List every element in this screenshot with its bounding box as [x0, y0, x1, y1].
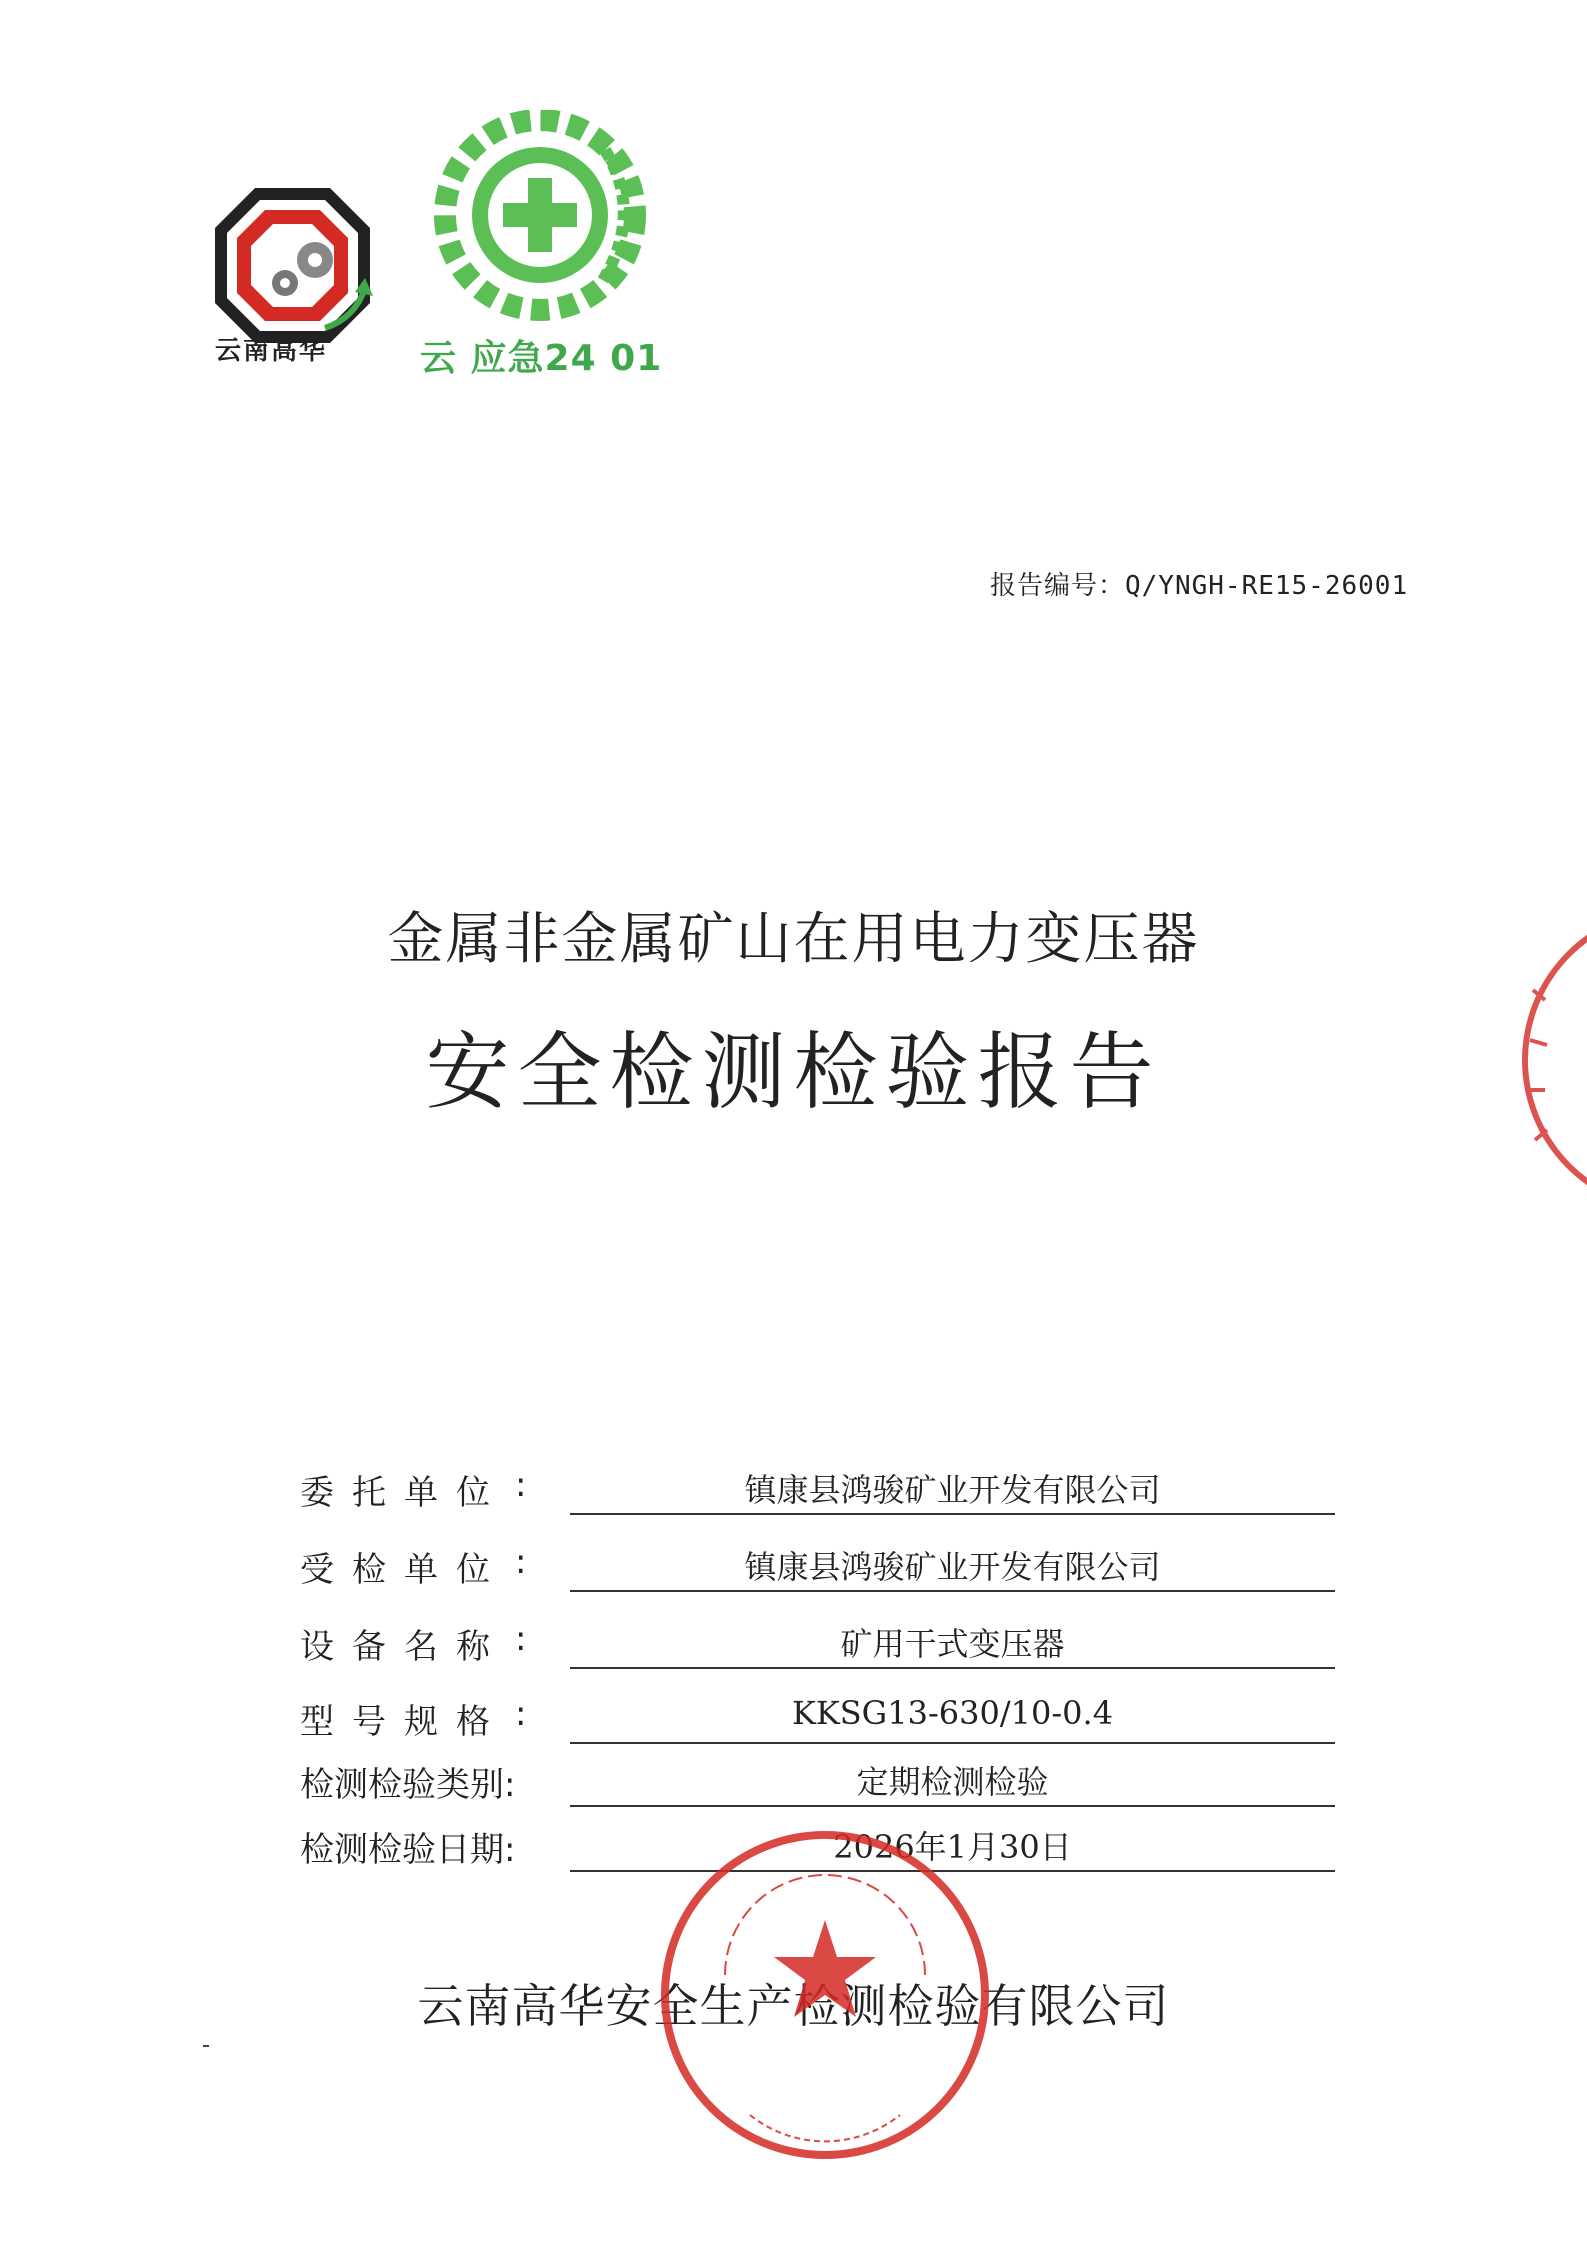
- field-row-client: [300, 1465, 1340, 1525]
- field-underline: [570, 1667, 1335, 1669]
- field-value: 矿用干式变压器: [840, 1625, 1065, 1663]
- field-underline: [570, 1513, 1335, 1515]
- field-row-inspected: [300, 1542, 1340, 1602]
- emergency-logo-caption: 云 应急24 01: [420, 338, 663, 379]
- field-colon: :: [515, 1619, 527, 1659]
- field-row-equipment: [300, 1619, 1340, 1679]
- issuer-name: 云南高华安全生产检测检验有限公司: [417, 1979, 1170, 2033]
- field-label: 设备名称: [300, 1627, 508, 1667]
- field-label: 检测检验日期:: [300, 1830, 516, 1870]
- report-title-line2: 安全检测检验报告: [425, 1023, 1162, 1121]
- field-row-category: [300, 1757, 1340, 1817]
- field-underline: [570, 1742, 1335, 1744]
- field-value: KKSG13-630/10-0.4: [791, 1694, 1114, 1732]
- margin-dash: [203, 2045, 209, 2047]
- report-number: 报告编号：Q/YNGH-RE15-26001: [990, 571, 1409, 601]
- field-value: 镇康县鸿骏矿业开发有限公司: [744, 1471, 1161, 1509]
- field-label: 型号规格: [300, 1702, 508, 1742]
- field-colon: :: [515, 1542, 527, 1582]
- company-logo-caption: 云南高华: [215, 336, 328, 366]
- report-title-line1: 金属非金属矿山在用电力变压器: [387, 907, 1200, 972]
- field-value: 定期检测检验: [856, 1763, 1049, 1801]
- field-value: 镇康县鸿骏矿业开发有限公司: [744, 1548, 1161, 1586]
- field-colon: :: [515, 1465, 527, 1505]
- field-label: 受检单位: [300, 1550, 508, 1590]
- field-label: 检测检验类别:: [300, 1765, 516, 1805]
- field-colon: :: [515, 1694, 527, 1734]
- field-row-model: [300, 1694, 1340, 1754]
- partial-seal-icon: [1515, 930, 1587, 1190]
- field-value: 2026年1月30日: [833, 1828, 1072, 1866]
- official-seal-icon: [655, 1825, 995, 2165]
- field-underline: [570, 1590, 1335, 1592]
- field-underline: [570, 1805, 1335, 1807]
- field-label: 委托单位: [300, 1473, 508, 1513]
